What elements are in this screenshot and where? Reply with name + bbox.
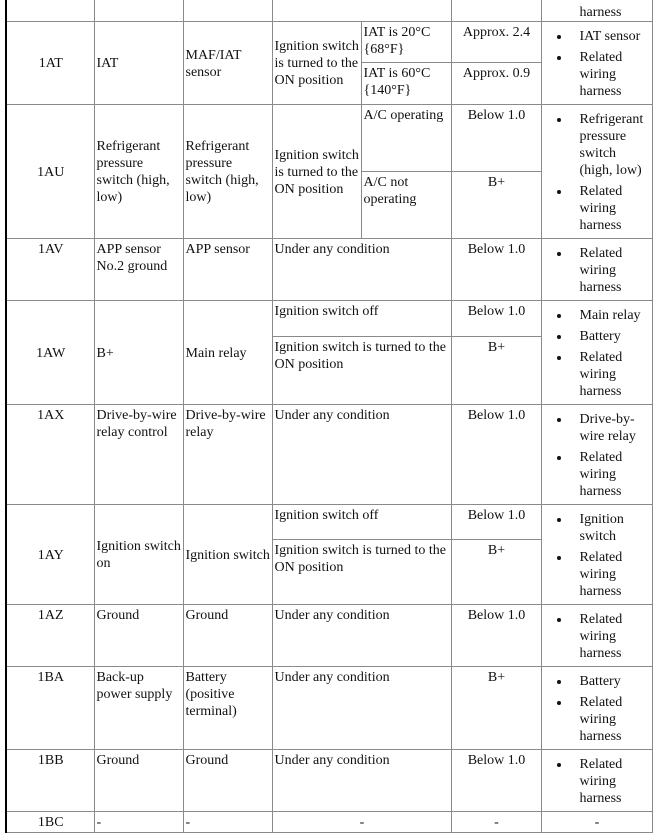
signal-cell: Back-up power supply <box>94 666 183 749</box>
inspection-item: Related wiring harness <box>580 611 651 662</box>
connected-cell: Ignition switch <box>183 504 272 604</box>
sub-condition-cell: A/C not operating <box>361 172 451 239</box>
inspection-cell <box>541 238 652 300</box>
condition-cell: Ignition switch is turned to the ON position <box>272 21 361 104</box>
inspection-cell: - <box>541 811 652 832</box>
condition-cell: Ignition switch is turned to the ON position <box>272 336 451 404</box>
inspection-cell <box>541 749 652 811</box>
inspection-item: Ignition switch <box>580 511 651 545</box>
inspection-list <box>544 28 651 100</box>
inspection-item: Main relay <box>580 307 651 324</box>
condition-cell: Under any condition <box>272 238 451 300</box>
value-cell: Below 1.0 <box>451 404 541 504</box>
inspection-item: Battery <box>580 328 651 345</box>
signal-cell <box>94 0 183 21</box>
terminal-voltage-table <box>5 0 653 833</box>
signal-cell: APP sensor No.2 ground <box>94 238 183 300</box>
inspection-item: IAT sensor <box>580 28 651 45</box>
inspection-item: Drive-by-wire relay <box>580 411 651 445</box>
condition-cell: Under any condition <box>272 749 451 811</box>
condition-cell: Ignition switch off <box>272 504 451 539</box>
inspection-list <box>544 307 651 400</box>
value-cell: B+ <box>451 336 541 404</box>
pin-cell: 1AW <box>6 300 94 404</box>
table-row <box>6 811 652 832</box>
inspection-list <box>544 511 651 600</box>
signal-cell: Refrigerant pressure switch (high, low) <box>94 104 183 238</box>
value-cell: Approx. 2.4 <box>451 21 541 63</box>
connected-cell <box>183 0 272 21</box>
table-row <box>6 21 652 63</box>
table-row <box>6 238 652 300</box>
inspection-cell <box>541 0 652 21</box>
inspection-cell <box>541 300 652 404</box>
value-cell: Below 1.0 <box>451 238 541 300</box>
inspection-item: Battery <box>580 673 651 690</box>
inspection-item: Related wiring harness <box>580 349 651 400</box>
value-cell: Below 1.0 <box>451 604 541 666</box>
value-cell: Below 1.0 <box>451 300 541 336</box>
value-cell: - <box>451 811 541 832</box>
signal-cell: Ground <box>94 604 183 666</box>
signal-cell: Ground <box>94 749 183 811</box>
signal-cell: Drive-by-wire relay control <box>94 404 183 504</box>
inspection-item: Refrigerant pressure switch (high, low) <box>580 111 651 179</box>
connected-cell: - <box>183 811 272 832</box>
table-row <box>6 104 652 172</box>
pin-cell: 1AU <box>6 104 94 238</box>
value-cell: B+ <box>451 172 541 239</box>
inspection-cell <box>541 504 652 604</box>
connected-cell: APP sensor <box>183 238 272 300</box>
sub-condition-cell: IAT is 20°C {68°F} <box>361 21 451 63</box>
connected-cell: Ground <box>183 749 272 811</box>
value-cell: Approx. 0.9 <box>451 63 541 105</box>
table-row <box>6 666 652 749</box>
inspection-item: Related wiring harness <box>580 756 651 807</box>
table-row-continued <box>6 0 652 21</box>
inspection-cell <box>541 104 652 238</box>
table-row <box>6 404 652 504</box>
value-cell: B+ <box>451 539 541 604</box>
inspection-item: Related wiring harness <box>580 183 651 234</box>
condition-cell: Ignition switch is turned to the ON position <box>272 539 451 604</box>
table-row <box>6 604 652 666</box>
pin-cell: 1AT <box>6 21 94 104</box>
pin-cell: 1AY <box>6 504 94 604</box>
inspection-list <box>544 756 651 807</box>
condition-cell: Ignition switch off <box>272 300 451 336</box>
inspection-item: Related wiring harness <box>580 49 651 100</box>
connected-cell: MAF/IAT sensor <box>183 21 272 104</box>
connected-cell: Ground <box>183 604 272 666</box>
table-row <box>6 504 652 539</box>
inspection-cell <box>541 21 652 104</box>
connected-cell: Main relay <box>183 300 272 404</box>
connected-cell: Drive-by-wire relay <box>183 404 272 504</box>
value-cell: Below 1.0 <box>451 104 541 172</box>
pin-cell: 1BA <box>6 666 94 749</box>
signal-cell: B+ <box>94 300 183 404</box>
value-cell: B+ <box>451 666 541 749</box>
inspection-list <box>544 673 651 745</box>
signal-cell: Ignition switch on <box>94 504 183 604</box>
inspection-list <box>544 611 651 662</box>
value-cell: Below 1.0 <box>451 749 541 811</box>
pin-cell: 1AX <box>6 404 94 504</box>
signal-cell: IAT <box>94 21 183 104</box>
condition-cell: Under any condition <box>272 404 451 504</box>
inspection-item: Related wiring harness <box>580 694 651 745</box>
pin-cell: 1AZ <box>6 604 94 666</box>
pin-cell: 1AV <box>6 238 94 300</box>
table-row <box>6 300 652 336</box>
inspection-list <box>544 111 651 234</box>
condition-cell: Under any condition <box>272 666 451 749</box>
inspection-cell <box>541 604 652 666</box>
inspection-item: Related wiring harness <box>580 245 651 296</box>
value-cell <box>451 0 541 21</box>
sub-condition-cell: IAT is 60°C {140°F} <box>361 63 451 105</box>
connected-cell: Battery (positive terminal) <box>183 666 272 749</box>
condition-cell: Ignition switch is turned to the ON position <box>272 104 361 238</box>
inspection-list <box>544 411 651 500</box>
condition-cell: Under any condition <box>272 604 451 666</box>
pin-cell <box>6 0 94 21</box>
condition-cell: - <box>272 811 451 832</box>
inspection-item: Related wiring harness <box>580 449 651 500</box>
inspection-cell <box>541 404 652 504</box>
pin-cell: 1BC <box>6 811 94 832</box>
pin-cell: 1BB <box>6 749 94 811</box>
connected-cell: Refrigerant pressure switch (high, low) <box>183 104 272 238</box>
inspection-cell <box>541 666 652 749</box>
inspection-item: harness <box>579 4 622 20</box>
sub-condition-cell: A/C operating <box>361 104 451 172</box>
inspection-item: Related wiring harness <box>580 549 651 600</box>
condition-cell <box>272 0 451 21</box>
inspection-list <box>544 245 651 296</box>
value-cell: Below 1.0 <box>451 504 541 539</box>
signal-cell: - <box>94 811 183 832</box>
table-row <box>6 749 652 811</box>
